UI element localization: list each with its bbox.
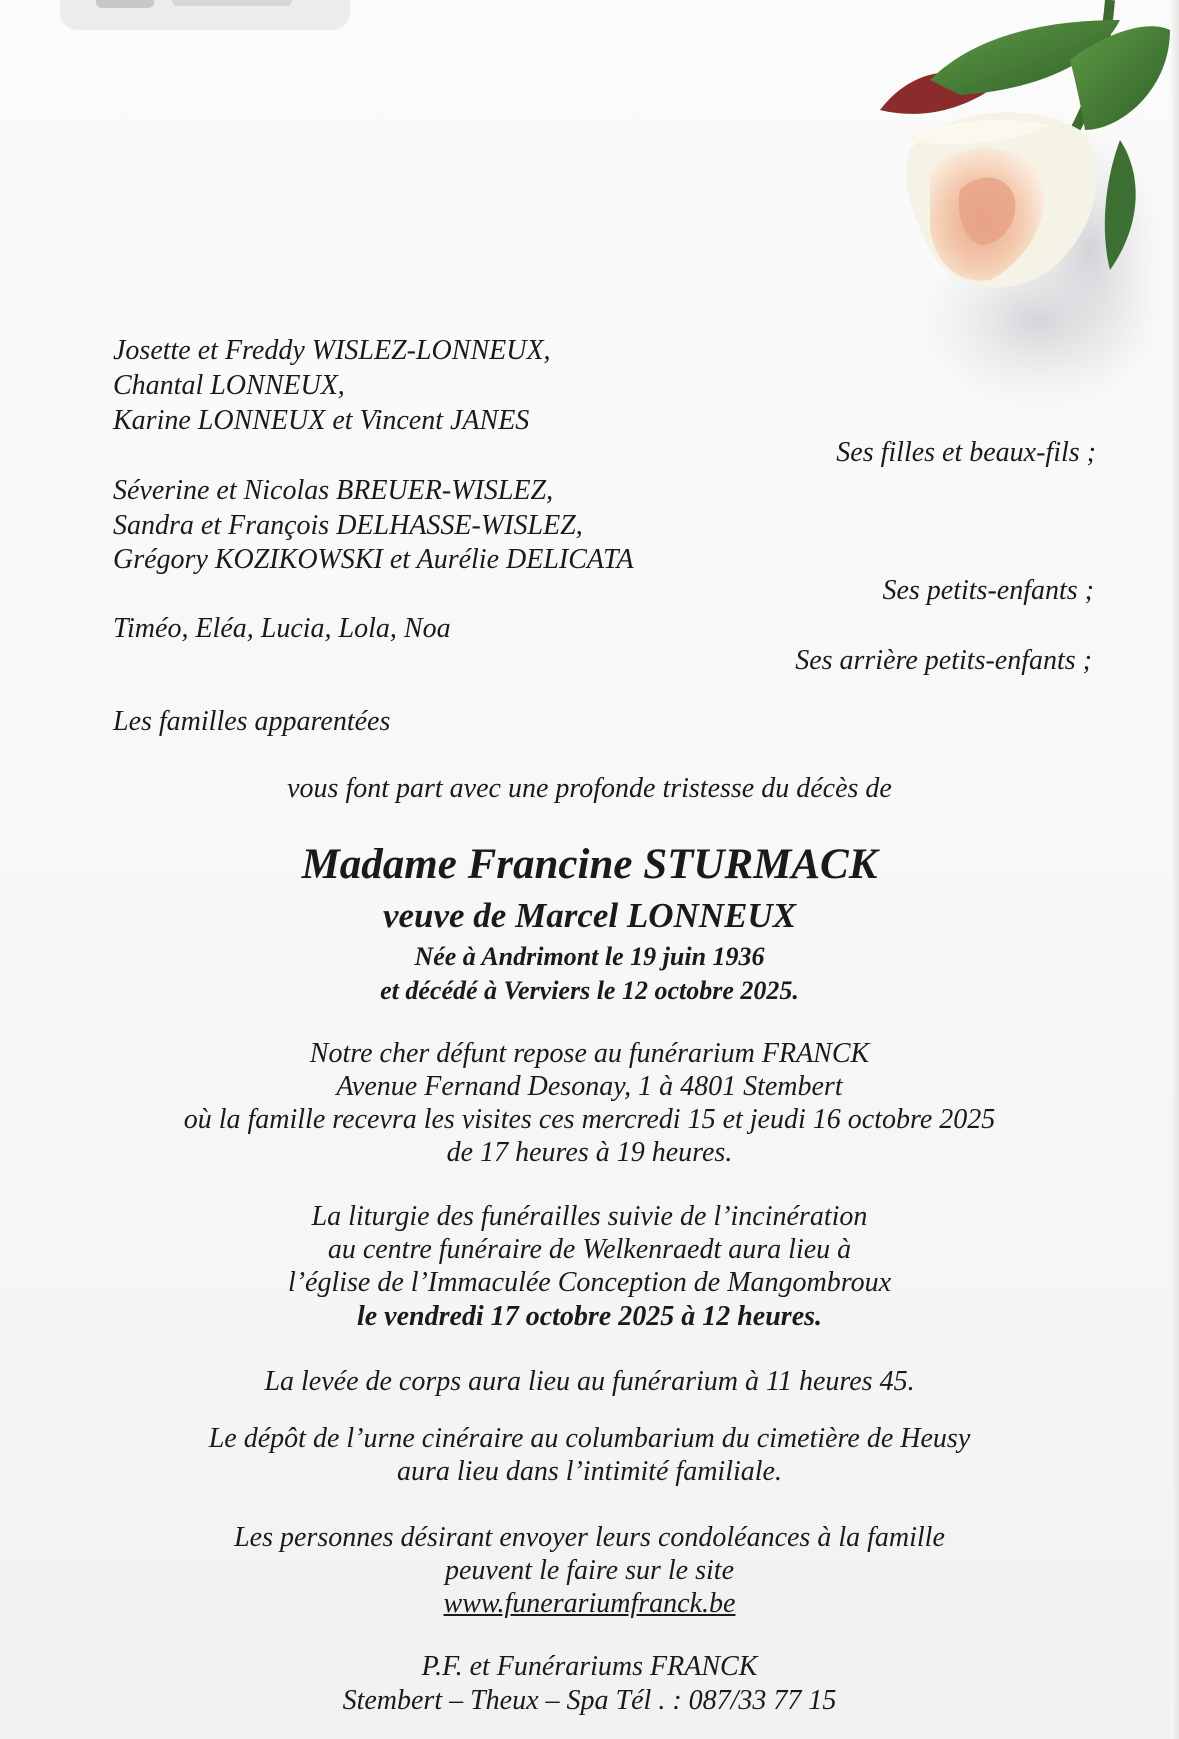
rose-icon — [870, 0, 1179, 420]
great-grandchildren-label: Ses arrière petits-enfants ; — [795, 645, 1092, 676]
website-link[interactable]: www.funerariumfranck.be — [443, 1588, 736, 1619]
announcement: vous font part avec une profonde tristesse du décès de — [287, 773, 892, 804]
deceased-name: Madame Francine STURMACK — [301, 841, 878, 888]
widow-of: veuve de Marcel LONNEUX — [382, 896, 797, 935]
visitation-line-2: Avenue Fernand Desonay, 1 à 4801 Stembert — [336, 1071, 843, 1102]
grandchild-line-2: Sandra et François DELHASSE-WISLEZ, — [113, 510, 583, 541]
daughter-line-2: Chantal LONNEUX, — [113, 370, 345, 401]
condolences-line-2: peuvent le faire sur le site — [445, 1555, 734, 1586]
condolences-line-1: Les personnes désirant envoyer leurs condoléances à la famille — [234, 1522, 945, 1553]
levee-info: La levée de corps aura lieu au funérarium à 11 heures 45. — [264, 1366, 915, 1397]
grandchild-line-1: Séverine et Nicolas BREUER-WISLEZ, — [113, 475, 554, 506]
visitation-line-1: Notre cher défunt repose au funérarium FRANCK — [309, 1038, 870, 1069]
urn-line-1: Le dépôt de l’urne cinéraire au columbarium du cimetière de Heusy — [208, 1423, 971, 1454]
grandchild-line-3: Grégory KOZIKOWSKI et Aurélie DELICATA — [113, 544, 634, 575]
website-link-row — [0, 1587, 1179, 1621]
daughter-line-3: Karine LONNEUX et Vincent JANES — [113, 405, 530, 436]
death-info: et décédé à Verviers le 12 octobre 2025. — [380, 976, 799, 1005]
great-grandchildren: Timéo, Eléa, Lucia, Lola, Noa — [113, 613, 451, 644]
top-overlay-bar — [60, 0, 350, 30]
birth-info: Née à Andrimont le 19 juin 1936 — [414, 942, 765, 971]
liturgy-line-2: au centre funéraire de Welkenraedt aura lieu à — [327, 1234, 852, 1265]
liturgy-line-1: La liturgie des funérailles suivie de l’incinération — [311, 1201, 868, 1232]
overlay-chip — [96, 0, 154, 8]
footer-contact: Stembert – Theux – Spa Tél . : 087/33 77 15 — [342, 1685, 837, 1716]
related-families: Les familles apparentées — [113, 706, 391, 737]
liturgy-line-3: l’église de l’Immaculée Conception de Mangombroux — [287, 1267, 892, 1298]
footer-company: P.F. et Funérariums FRANCK — [421, 1651, 758, 1682]
urn-line-2: aura lieu dans l’intimité familiale. — [397, 1456, 782, 1487]
grandchildren-label: Ses petits-enfants ; — [882, 575, 1094, 606]
overlay-label-shape — [172, 0, 292, 6]
daughters-label: Ses filles et beaux-fils ; — [836, 437, 1096, 468]
daughter-line-1: Josette et Freddy WISLEZ-LONNEUX, — [113, 335, 551, 366]
visitation-line-3: où la famille recevra les visites ces mercredi 15 et jeudi 16 octobre 2025 — [183, 1104, 996, 1135]
liturgy-date: le vendredi 17 octobre 2025 à 12 heures. — [356, 1301, 823, 1332]
visitation-line-4: de 17 heures à 19 heures. — [446, 1137, 733, 1168]
